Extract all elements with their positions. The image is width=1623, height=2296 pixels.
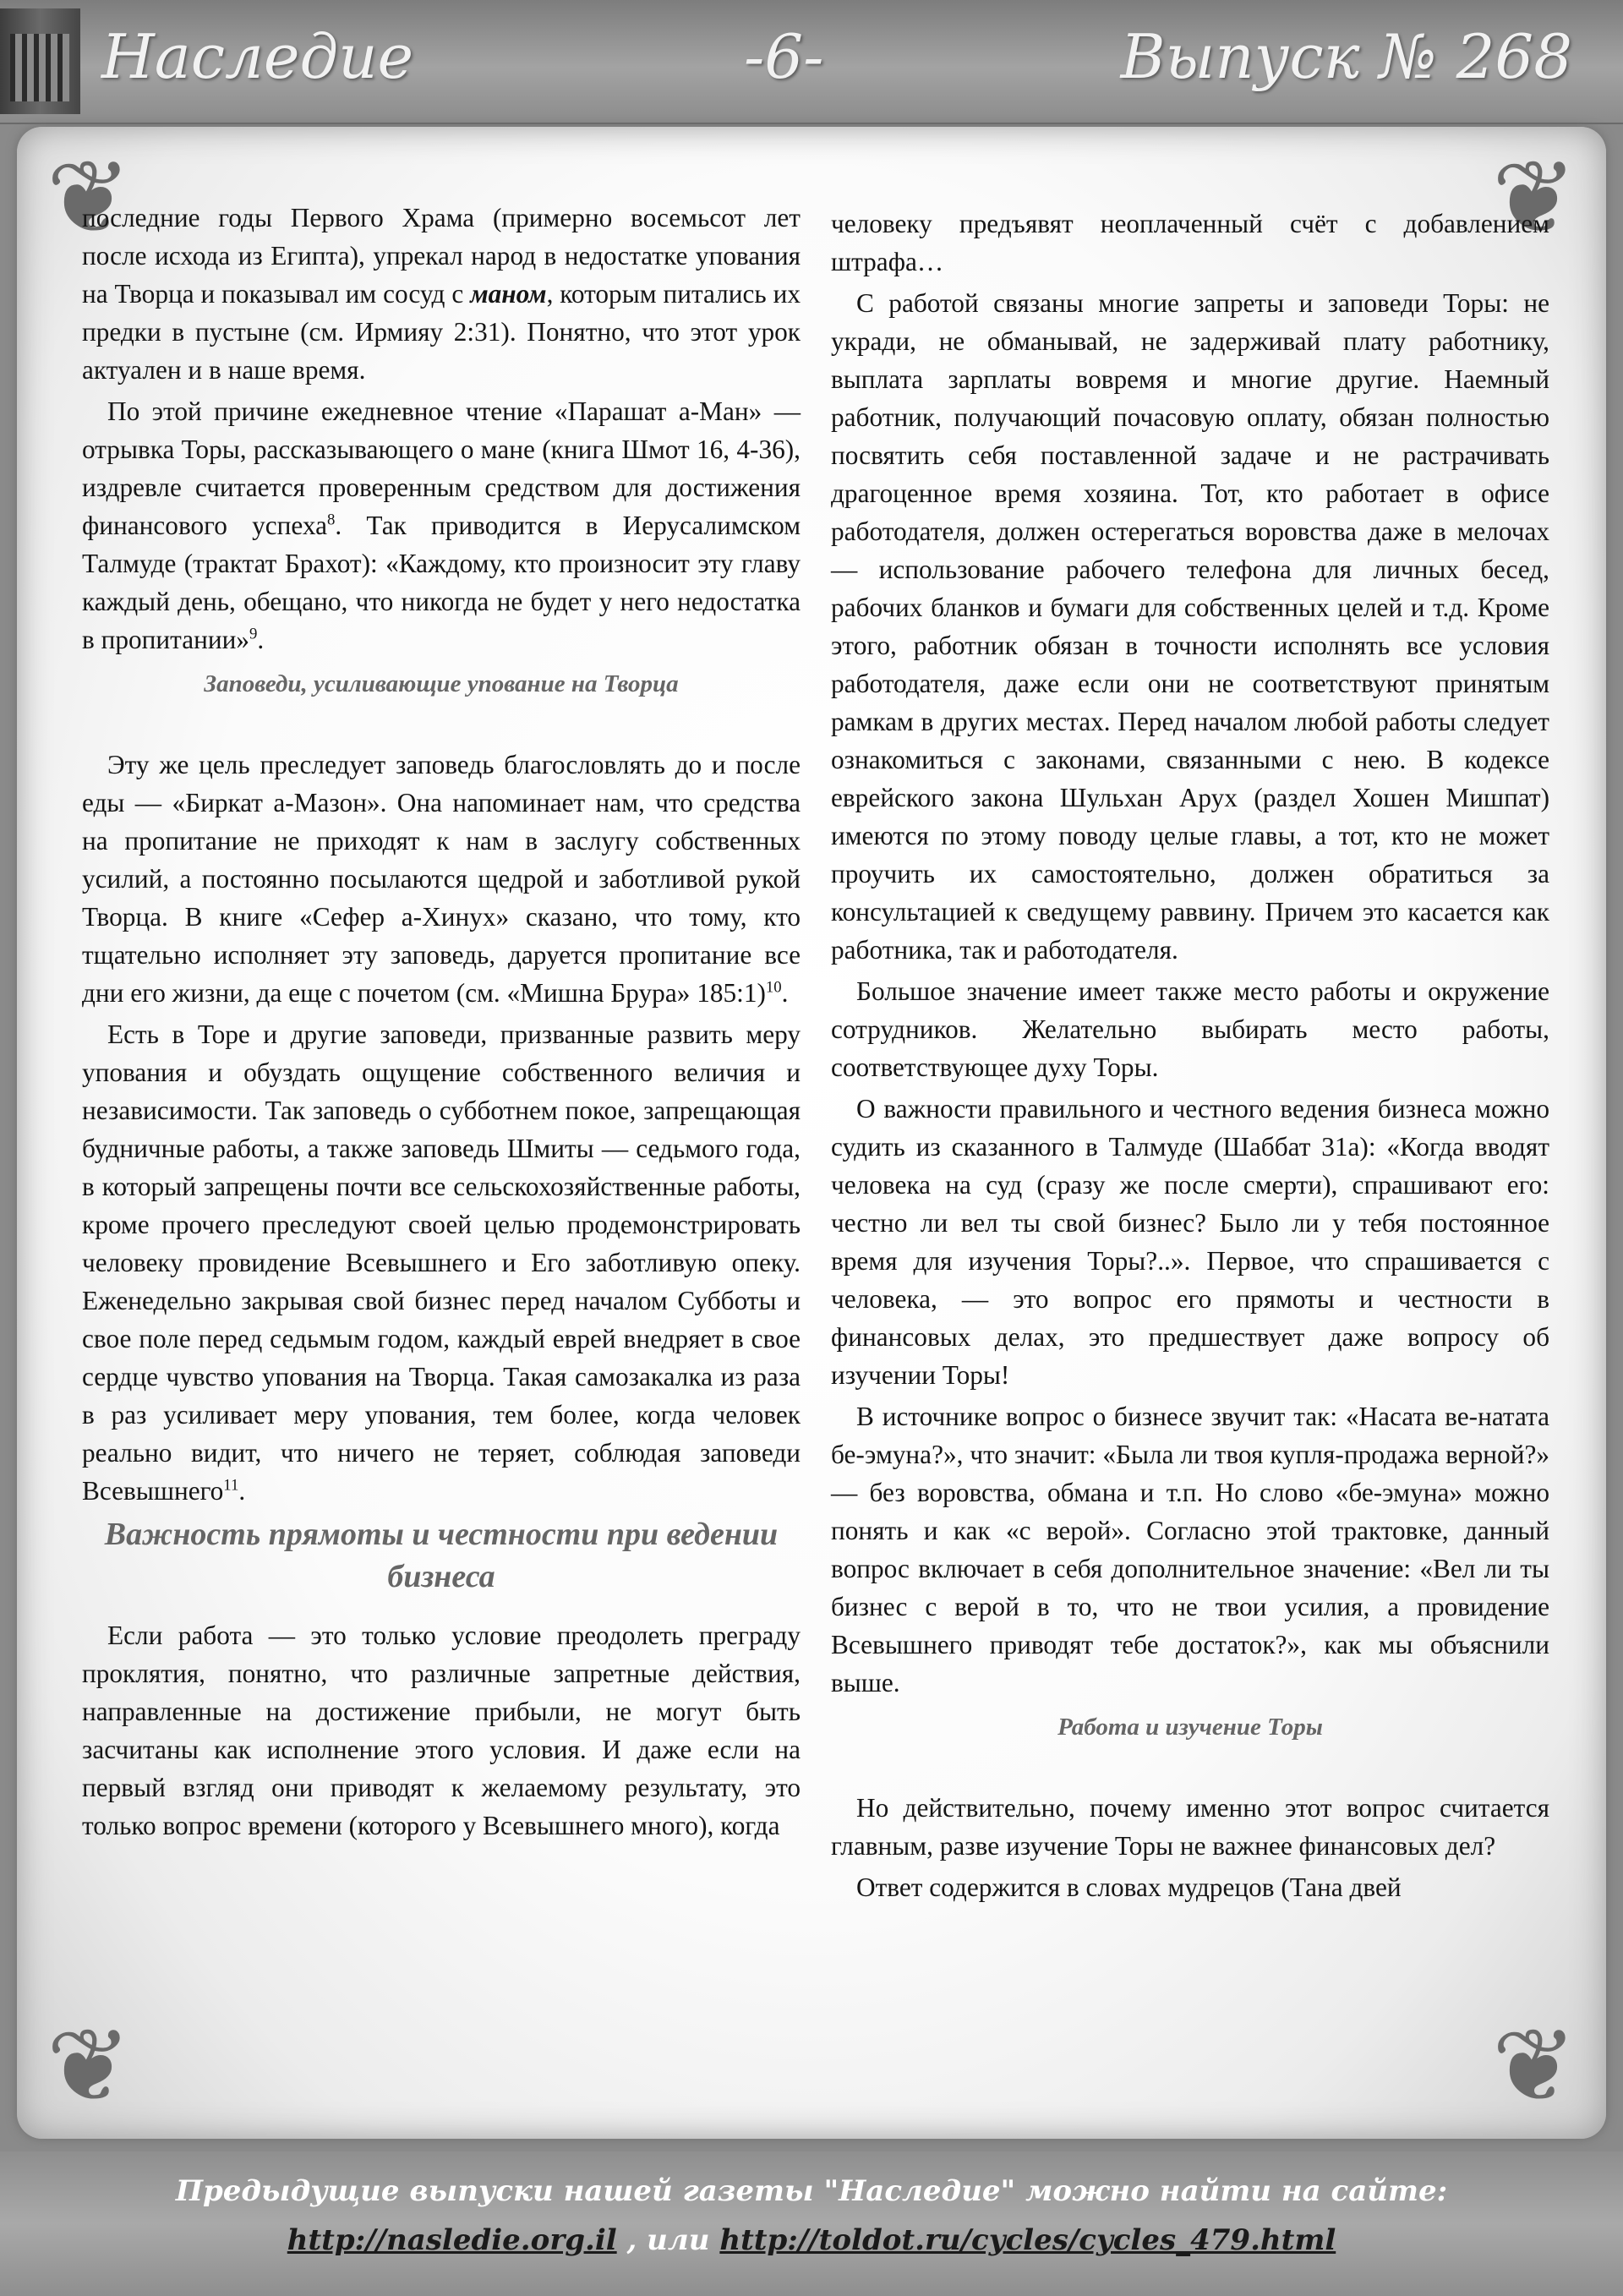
corner-ornament-icon: ❦ [1491,2008,1577,2125]
paragraph: Есть в Торе и другие заповеди, призванные развить меру упования и обуздать ощущение собственного величия и независимости. Так заповедь о субботнем покое, запрещающая будничные работы, а также заповедь Шмиты — седьмого года, в который запрещены почти все сельскохозяйственные работы, кроме прочего преследуют своей целью продемонстрировать человеку провидение Всевышнего и Его заботливую опеку. Еженедельно закрывая свой бизнес перед началом Субботы и свое поле перед седьмым годом, каждый еврей внедряет в свое сердце чувство упования на Творца. Такая самозакалка из раза в раз усиливает меру упования, тем более, когда человек реально видит, что ничего не теряет, соблюдая заповеди Всевышнего$^{11}$. [82,1020,801,1506]
page-header [0,0,1623,124]
paragraph: С работой связаны многие запреты и заповеди Торы: не укради, не обманывай, не задерживай плату работнику, выплата зарплаты вовремя и многие другие. Наемный работник, получающий почасовую оплату, обязан полностью посвятить себя поставленной задаче и не растрачивать драгоценное время хозяина. Тот, кто работает в офисе работодателя, должен остерегаться воровства даже в мелочах — использование рабочего телефона для личных бесед, рабочих бланков и бумаги для собственных целей и т.д. Кроме этого, работник обязан в точности исполнять все условия работодателя, даже если они не соответствуют принятым рамкам в других местах. Перед началом любой работы следует ознакомиться с законами, связанными с нею. В кодексе еврейского закона Шульхан Арух (раздел Хошен Мишпат) имеются по этому поводу целые главы, а тот, кто не может проучить их самостоятельно, должен обратиться за консультацией к сведущему раввину. Причем это касается как работника, так и работодателя. [831,288,1549,965]
paragraph: Если работа — это только условие преодолеть преграду проклятия, понятно, что различные запретные действия, направленные на достижение прибыли, не могут быть засчитаны как исполнение этого условия. И даже если на первый взгляд они приводят к желаемому результату, это только вопрос времени (которого у Всевышнего много), когда [82,1621,801,1840]
paragraph: человеку предъявят неоплаченный счёт с добавлением штрафа… [831,209,1549,276]
publication-title: Наследие [101,21,414,92]
page-number: -6- [744,21,824,92]
emphasized-word: маном [470,279,547,309]
section-heading: Важность прямоты и честности при ведении бизнеса [104,1517,779,1594]
footnote-ref: 11 [223,1476,239,1495]
paragraph: последние годы Первого Храма (примерно восемьсот лет после исхода из Египта), упрекал народ в недостатке упования на Творца и показывал им сосуд с маном, которым питались их предки в пустыне (см. Ирмияу 2:31). Понятно, что этот урок актуален и в наше время. [82,203,801,385]
right-column [831,205,1549,1910]
paragraph: Эту же цель преследует заповедь благословлять до и после еды — «Биркат а-Мазон». Она напоминает нам, что средства на пропитание не приходят к нам в заслугу собственных усилий, а постоянно посылаются щедрой и заботливой рукой Творца. В книге «Сефер а-Хинух» сказано, что тому, кто тщательно исполняет эту заповедь, даруется пропитание все дни его жизни, да еще с почетом (см. «Мишна Брура» 185:1)$^{10}$. [82,750,801,1008]
paragraph: О важности правильного и честного ведения бизнеса можно судить из сказанного в Талмуде (Шаббат 31а): «Когда вводят человека на суд (сразу же после смерти), спрашивают его: честно ли вел ты свой бизнес? Было ли у тебя постоянное время для изучения Торы?..». Первое, что спрашивается с человека, — это вопрос его прямоты и честности в финансовых делах, это предшествует даже вопросу об изучении Торы! [831,1094,1549,1390]
paragraph: Ответ содержится в словах мудрецов (Тана двей [856,1872,1402,1902]
footer-links [0,2219,1623,2261]
footnote-ref: 9 [249,625,258,643]
footnote-ref: 10 [765,978,782,997]
building-image [0,8,80,114]
corner-ornament-icon: ❦ [1491,139,1577,257]
footer-text: Предыдущие выпуски нашей газеты "Наследие" можно найти на сайте: [175,2174,1448,2208]
paragraph: Большое значение имеет также место работы и окружение сотрудников. Желательно выбирать место работы, соответствующее духу Торы. [831,976,1549,1082]
corner-ornament-icon: ❦ [46,139,132,257]
issue-number: Выпуск № 268 [1120,21,1572,92]
link-nasledie[interactable]: http://nasledie.org.il [287,2223,617,2257]
footnote-ref: 8 [326,511,336,529]
section-subheading: Работа и изучение Торы [1057,1714,1323,1741]
link-toldot[interactable]: http://toldot.ru/cycles/cycles_479.html [719,2223,1336,2257]
corner-ornament-icon: ❦ [46,2008,132,2125]
page-footer [0,2151,1623,2296]
footer-or-text: , или [616,2223,720,2257]
paragraph: Но действительно, почему именно этот вопрос считается главным, разве изучение Торы не важнее финансовых дел? [831,1793,1549,1861]
paragraph: В источнике вопрос о бизнесе звучит так: «Насата ве-натата бе-эмуна?», что значит: «Была ли твоя купля-продажа верной?» — без воровства, обмана и т.п. Но слово «бе-эмуна» можно понять и как «с верой». Согласно этой трактовке, данный вопрос включает в себя дополнительное значение: «Вел ли ты бизнес с верой в то, что не твои усилия, а провидение Всевышнего приводят тебе достаток?», как мы объяснили выше. [831,1402,1549,1697]
paragraph: По этой причине ежедневное чтение «Парашат а-Ман» — отрывка Торы, рассказывающего о мане (книга Шмот 16, 4-36), издревле считается проверенным средством для достижения финансового успеха$^8$. Так приводится в Иерусалимском Талмуде (трактат Брахот): «Каждому, кто произносит эту главу каждый день, обещано, что никогда не будет у него недостатка в пропитании»$^9$. [82,396,801,654]
left-column [82,199,801,1848]
section-subheading: Заповеди, усиливающие упование на Творца [204,670,679,697]
